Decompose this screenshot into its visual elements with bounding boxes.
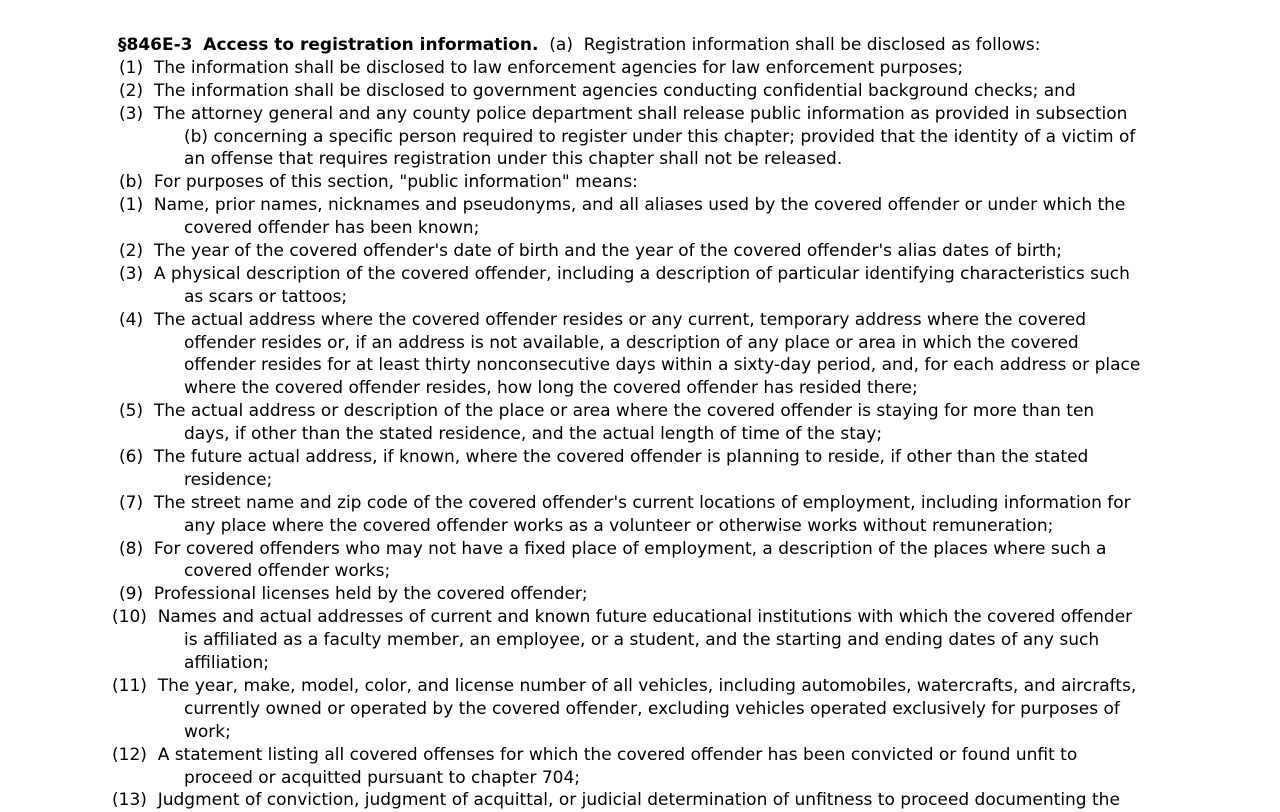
paragraph-line: (2) The information shall be disclosed to government agencies conducting confidential background checks; and	[119, 80, 1076, 101]
continuation-line: covered offender works;	[184, 561, 391, 582]
continuation-line: as scars or tattoos;	[184, 286, 348, 307]
continuation-line: affiliation;	[184, 653, 270, 674]
section-heading-line	[0, 34, 1280, 57]
paragraph-line: (1) Name, prior names, nicknames and pseudonyms, and all aliases used by the covered offender or under which the	[119, 195, 1126, 216]
paragraph-line: (1) The information shall be disclosed to law enforcement agencies for law enforcement purposes;	[119, 57, 964, 78]
paragraph-line: (13) Judgment of conviction, judgment of acquittal, or judicial determination of unfitness to proceed documenting the	[112, 790, 1120, 811]
section-title: Access to registration information.	[203, 35, 539, 55]
paragraph-line: (8) For covered offenders who may not have a fixed place of employment, a description of the places where such a	[119, 538, 1107, 559]
section-number: §846E-3	[118, 35, 193, 55]
continuation-line: an offense that requires registration under this chapter shall not be released.	[184, 149, 843, 170]
continuation-line: is affiliated as a faculty member, an employee, or a student, and the starting and ending dates of any such	[184, 630, 1100, 651]
continuation-line: proceed or acquitted pursuant to chapter 704;	[184, 767, 581, 788]
paragraph-line: (11) The year, make, model, color, and license number of all vehicles, including automobiles, watercrafts, and aircrafts,	[112, 675, 1137, 696]
continuation-line: covered offender has been known;	[184, 218, 480, 239]
continuation-line: residence;	[184, 469, 273, 490]
continuation-line: offender resides for at least thirty nonconsecutive days within a sixty-day period, and, for each address or place	[184, 355, 1141, 376]
continuation-line: days, if other than the stated residence, and the actual length of time of the stay;	[184, 424, 883, 445]
paragraph-line: (4) The actual address where the covered offender resides or any current, temporary address where the covered	[119, 309, 1087, 330]
paragraph-line: (6) The future actual address, if known, where the covered offender is planning to reside, if other than the stated	[119, 447, 1089, 468]
subsection-a-intro: Registration information shall be disclosed as follows:	[583, 35, 1041, 55]
continuation-line: (b) concerning a specific person required to register under this chapter; provided that the identity of a victim of	[184, 126, 1136, 147]
statute-text	[0, 34, 1280, 812]
paragraph-line: (b) For purposes of this section, "public information" means:	[119, 172, 638, 193]
subsection-a-label: (a)	[549, 35, 573, 55]
continuation-line: work;	[184, 721, 231, 742]
statute-lines	[0, 57, 1280, 812]
paragraph-line: (3) The attorney general and any county police department shall release public information as provided in subsection	[119, 103, 1128, 124]
continuation-line: currently owned or operated by the covered offender, excluding vehicles operated exclusively for purposes of	[184, 698, 1120, 719]
paragraph-line: (2) The year of the covered offender's date of birth and the year of the covered offender's alias dates of birth;	[119, 241, 1063, 262]
paragraph-line: (7) The street name and zip code of the covered offender's current locations of employment, including information for	[119, 492, 1131, 513]
paragraph-line: (3) A physical description of the covered offender, including a description of particular identifying characteristics such	[119, 263, 1130, 284]
continuation-line: where the covered offender resides, how long the covered offender has resided there;	[184, 378, 918, 399]
paragraph-line: (9) Professional licenses held by the covered offender;	[119, 584, 588, 605]
paragraph-line: (12) A statement listing all covered offenses for which the covered offender has been convicted or found unfit to	[112, 744, 1078, 765]
paragraph-line: (10) Names and actual addresses of current and known future educational institutions with which the covered offender	[112, 607, 1133, 628]
continuation-line: any place where the covered offender works as a volunteer or otherwise works without remuneration;	[184, 515, 1054, 536]
continuation-line: offender resides or, if an address is not available, a description of any place or area in which the covered	[184, 332, 1079, 353]
paragraph-line: (5) The actual address or description of the place or area where the covered offender is staying for more than ten	[119, 401, 1095, 422]
